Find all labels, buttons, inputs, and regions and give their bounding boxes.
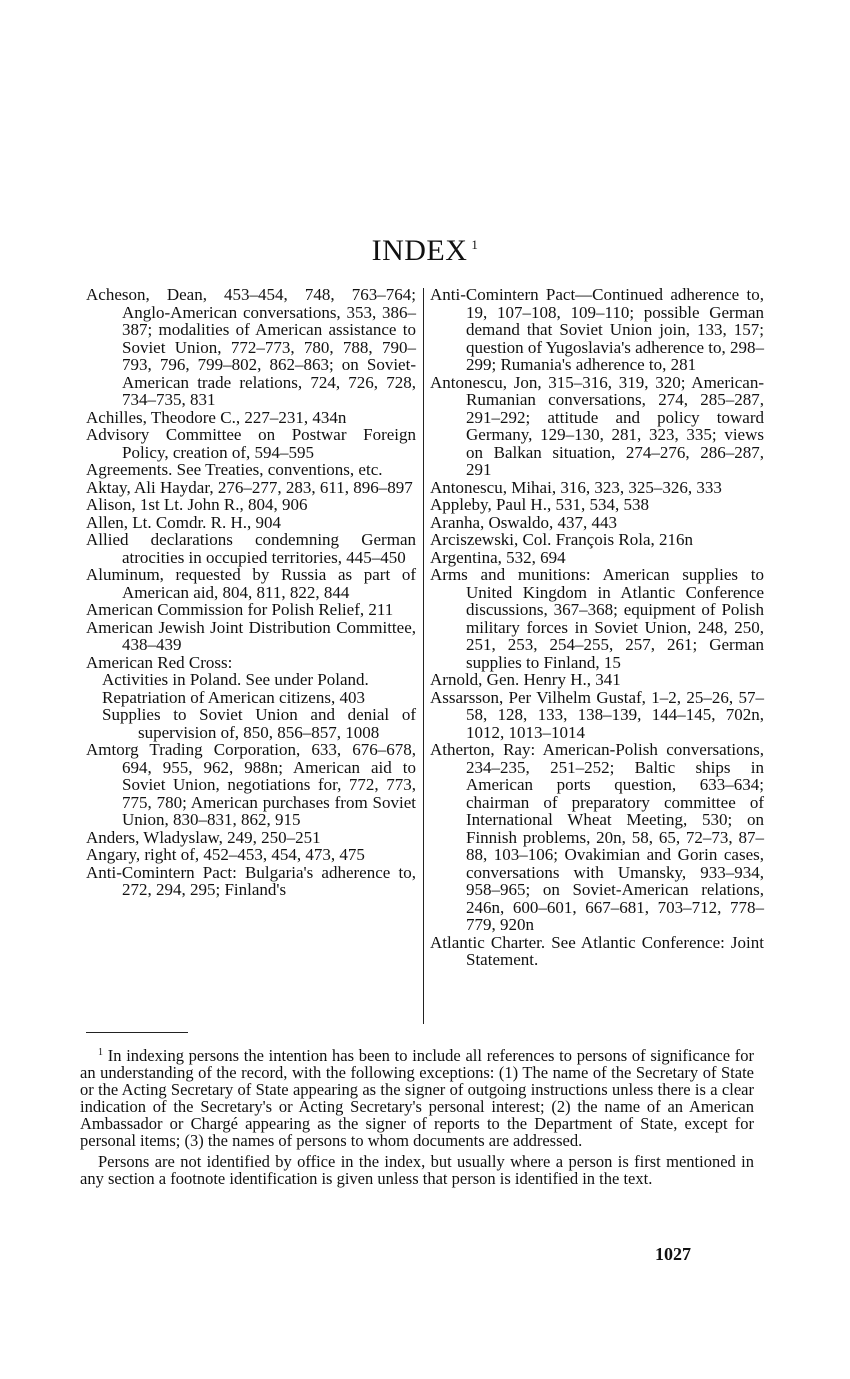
footnote-marker: 1 (98, 1047, 103, 1058)
index-entry: Argentina, 532, 694 (430, 547, 566, 567)
index-entry: Advisory Committee on Postwar Foreign Policy, creation of, 594–595 (86, 425, 416, 462)
index-entry: Aluminum, requested by Russia as part of American aid, 804, 811, 822, 844 (86, 565, 416, 602)
index-subentry: Supplies to Soviet Union and denial of supervision of, 850, 856–857, 1008 (102, 705, 416, 742)
page-title-text: INDEX (371, 234, 468, 267)
footnote (80, 1044, 754, 1149)
page-title (0, 234, 850, 268)
page-number: 1027 (655, 1244, 691, 1264)
index-entry: Allen, Lt. Comdr. R. H., 904 (86, 512, 282, 532)
index-entry: American Commission for Polish Relief, 211 (86, 600, 394, 619)
footnote-continuation: Persons are not identified by office in the index, but usually where a person is first mentioned in any section a footnote identification is given unless that person is identified in the text. (80, 1152, 754, 1188)
footnotes (80, 1044, 754, 1191)
index-entry: Allied declarations condemning German atrocities in occupied territories, 445–450 (86, 530, 416, 567)
index-subentry: Repatriation of American citizens, 403 (102, 687, 365, 707)
column-divider (423, 288, 424, 1024)
index-entry: Anti-Comintern Pact—Continued adherence to, 19, 107–108, 109–110; possible German demand that Soviet Union join, 133, 157; question of Yugoslavia's adherence to, 298–299; Rumania's adherence to, 281 (430, 285, 764, 374)
index-entry: Arciszewski, Col. François Rola, 216n (430, 530, 693, 549)
index-entry: Appleby, Paul H., 531, 534, 538 (430, 495, 649, 514)
index-entry: Amtorg Trading Corporation, 633, 676–678, 694, 955, 962, 988n; American aid to Soviet Union, negotiations for, 772, 773, 775, 780; American purchases from Soviet Union, 830–831, 862, 915 (86, 740, 416, 829)
index-entry: Anders, Wladyslaw, 249, 250–251 (86, 827, 321, 847)
index-entry: Angary, right of, 452–453, 454, 473, 475 (86, 845, 365, 864)
index-column-left (86, 286, 416, 899)
index-entry: American Jewish Joint Distribution Committee, 438–439 (86, 617, 416, 654)
index-entry: Acheson, Dean, 453–454, 748, 763–764; Anglo-American conversations, 353, 386–387; modalities of American assistance to Soviet Union, 772–773, 780, 788, 790–793, 796, 799–802, 862–863; on Soviet-American trade relations, 724, 726, 728, 734–735, 831 (86, 285, 416, 409)
index-entry: Antonescu, Jon, 315–316, 319, 320; American-Rumanian conversations, 274, 285–287, 291–292; attitude and policy toward Germany, 129–130, 281, 323, 335; views on Balkan situation, 274–276, 286–287, 291 (430, 372, 764, 479)
footnote-text: In indexing persons the intention has been to include all references to persons of significance for an understanding of the record, with the following exceptions: (1) The name of the Secretary of State or the Acting Secretary of State appearing as the signer of outgoing instructions unless there is a clear indication of the Secretary's or Acting Secretary's personal interest; (2) the name of an American Ambassador or Chargé appearing as the signer of reports to the Department of State, except for personal items; (3) the names of persons to whom documents are addressed. (80, 1046, 755, 1150)
index-entry: Atherton, Ray: American-Polish conversations, 234–235, 251–252; Baltic ships in American ports question, 633–634; chairman of preparatory committee of International Wheat Meeting, 530; on Finnish problems, 20n, 58, 65, 72–73, 87–88, 103–106; Ovakimian and Gorin cases, conversations with Umansky, 933–934, 958–965; on Soviet-American relations, 246n, 600–601, 667–681, 703–712, 778–779, 920n (430, 740, 764, 934)
index-subentry: Activities in Poland. See under Poland. (102, 670, 369, 689)
index-column-right (430, 286, 764, 969)
index-entry: Aranha, Oswaldo, 437, 443 (430, 512, 617, 532)
footnote-separator (86, 1032, 188, 1033)
index-entry: Agreements. See Treaties, conventions, etc. (86, 460, 383, 479)
index-entry: Achilles, Theodore C., 227–231, 434n (86, 407, 347, 427)
index-entry: Atlantic Charter. See Atlantic Conference: Joint Statement. (430, 932, 764, 969)
index-entry: Anti-Comintern Pact: Bulgaria's adherence to, 272, 294, 295; Finland's (86, 862, 416, 899)
index-entry: American Red Cross: (86, 652, 233, 672)
footnote-reference: 1 (471, 237, 479, 252)
index-entry: Arms and munitions: American supplies to United Kingdom in Atlantic Conference discussions, 367–368; equipment of Polish military forces in Soviet Union, 248, 250, 251, 253, 254–255, 257, 261; German supplies to Finland, 15 (430, 565, 764, 672)
index-entry: Arnold, Gen. Henry H., 341 (430, 670, 621, 689)
index-entry: Alison, 1st Lt. John R., 804, 906 (86, 495, 308, 514)
index-entry: Aktay, Ali Haydar, 276–277, 283, 611, 896–897 (86, 477, 413, 497)
index-entry: Antonescu, Mihai, 316, 323, 325–326, 333 (430, 477, 722, 497)
index-entry: Assarsson, Per Vilhelm Gustaf, 1–2, 25–26, 57–58, 128, 133, 138–139, 144–145, 702n, 1012, 1013–1014 (430, 687, 764, 742)
